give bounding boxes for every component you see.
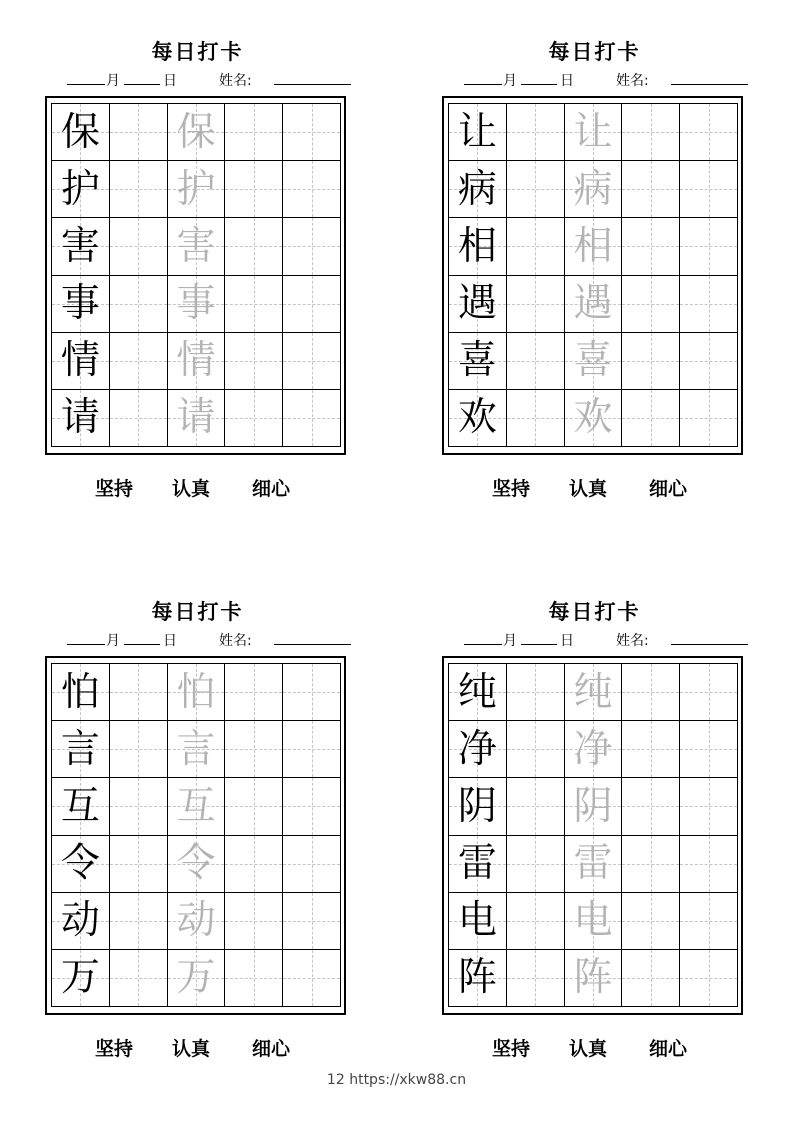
grid-cell[interactable] (283, 950, 341, 1007)
day-blank[interactable] (521, 644, 557, 645)
grid-cell[interactable] (52, 218, 110, 275)
model-character: 遇 (457, 281, 497, 327)
trace-character: 纯 (573, 669, 613, 715)
grid-cell[interactable] (680, 950, 738, 1007)
grid-cell[interactable] (168, 778, 226, 835)
grid-cell[interactable] (680, 893, 738, 950)
motto-careful: 认真 (569, 478, 608, 500)
motto-attentive: 细心 (252, 478, 291, 500)
writing-grid (51, 663, 341, 1007)
model-character: 电 (457, 898, 497, 944)
grid-cell[interactable] (680, 333, 738, 390)
month-blank[interactable] (67, 84, 105, 85)
date-name-line (442, 70, 772, 90)
model-character: 喜 (457, 338, 497, 384)
grid-cell[interactable] (52, 664, 110, 721)
grid-cell[interactable] (449, 893, 507, 950)
grid-cell[interactable] (622, 836, 680, 893)
model-character: 万 (60, 955, 100, 1001)
writing-grid-frame (45, 656, 346, 1015)
grid-cell[interactable] (52, 333, 110, 390)
grid-cell[interactable] (565, 333, 623, 390)
grid-cell[interactable] (110, 778, 168, 835)
motto (95, 474, 315, 500)
grid-cell[interactable] (225, 721, 283, 778)
model-character: 阵 (457, 955, 497, 1001)
model-character: 怕 (60, 669, 100, 715)
grid-cell[interactable] (622, 721, 680, 778)
month-blank[interactable] (464, 644, 502, 645)
model-character: 相 (457, 223, 497, 269)
grid-cell[interactable] (52, 390, 110, 447)
grid-cell[interactable] (168, 664, 226, 721)
day-label: 日 (560, 633, 574, 649)
writing-grid-frame (45, 96, 346, 455)
trace-character: 保 (176, 109, 216, 155)
grid-cell[interactable] (225, 664, 283, 721)
name-label: 姓名: (219, 633, 252, 649)
grid-cell[interactable] (680, 104, 738, 161)
grid-cell[interactable] (565, 276, 623, 333)
grid-cell[interactable] (52, 104, 110, 161)
motto-careful: 认真 (172, 478, 211, 500)
grid-cell[interactable] (565, 836, 623, 893)
model-character: 阴 (457, 783, 497, 829)
grid-cell[interactable] (449, 390, 507, 447)
day-blank[interactable] (124, 644, 160, 645)
motto (492, 474, 712, 500)
grid-cell[interactable] (110, 333, 168, 390)
grid-cell[interactable] (168, 218, 226, 275)
grid-cell[interactable] (283, 104, 341, 161)
name-blank[interactable] (671, 644, 748, 645)
motto-persist: 坚持 (95, 478, 134, 500)
grid-cell[interactable] (449, 218, 507, 275)
grid-cell[interactable] (449, 950, 507, 1007)
grid-cell[interactable] (283, 276, 341, 333)
model-character: 事 (60, 281, 100, 327)
grid-cell[interactable] (565, 161, 623, 218)
motto-careful: 认真 (172, 1038, 211, 1060)
grid-cell[interactable] (52, 836, 110, 893)
card-title: 每日打卡 (151, 599, 244, 624)
name-blank[interactable] (274, 644, 351, 645)
grid-cell[interactable] (52, 778, 110, 835)
grid-cell[interactable] (110, 276, 168, 333)
model-character: 雷 (457, 841, 497, 887)
grid-cell[interactable] (225, 893, 283, 950)
date-name-line (45, 630, 375, 650)
card-title: 每日打卡 (151, 39, 244, 64)
grid-cell[interactable] (52, 721, 110, 778)
grid-cell[interactable] (449, 104, 507, 161)
name-label: 姓名: (616, 633, 649, 649)
grid-cell[interactable] (507, 218, 565, 275)
grid-cell[interactable] (507, 778, 565, 835)
month-label: 月 (106, 73, 120, 89)
grid-cell[interactable] (622, 893, 680, 950)
grid-cell[interactable] (449, 836, 507, 893)
model-character: 护 (60, 166, 100, 212)
grid-cell[interactable] (622, 778, 680, 835)
name-label: 姓名: (219, 73, 252, 89)
grid-cell[interactable] (507, 104, 565, 161)
grid-cell[interactable] (565, 778, 623, 835)
month-label: 月 (503, 633, 517, 649)
date-name-line (45, 70, 375, 90)
grid-cell[interactable] (507, 276, 565, 333)
trace-character: 万 (176, 955, 216, 1001)
trace-character: 言 (176, 726, 216, 772)
model-character: 请 (60, 395, 100, 441)
grid-cell[interactable] (565, 104, 623, 161)
grid-cell[interactable] (565, 721, 623, 778)
grid-cell[interactable] (565, 893, 623, 950)
grid-cell[interactable] (225, 390, 283, 447)
trace-character: 病 (573, 166, 613, 212)
trace-character: 电 (573, 898, 613, 944)
model-character: 让 (457, 109, 497, 155)
grid-cell[interactable] (622, 276, 680, 333)
grid-cell[interactable] (168, 161, 226, 218)
motto-persist: 坚持 (492, 1038, 531, 1060)
motto-attentive: 细心 (252, 1038, 291, 1060)
grid-cell[interactable] (52, 276, 110, 333)
grid-cell[interactable] (507, 950, 565, 1007)
grid-cell[interactable] (52, 161, 110, 218)
grid-cell[interactable] (52, 950, 110, 1007)
grid-cell[interactable] (565, 390, 623, 447)
grid-cell[interactable] (225, 161, 283, 218)
grid-cell[interactable] (225, 104, 283, 161)
page-number: 12 (326, 1072, 345, 1088)
trace-character: 护 (176, 166, 216, 212)
grid-cell[interactable] (680, 836, 738, 893)
grid-cell[interactable] (110, 218, 168, 275)
grid-cell[interactable] (168, 104, 226, 161)
grid-cell[interactable] (283, 161, 341, 218)
grid-cell[interactable] (110, 893, 168, 950)
trace-character: 阴 (573, 783, 613, 829)
grid-cell[interactable] (225, 778, 283, 835)
grid-cell[interactable] (283, 893, 341, 950)
grid-cell[interactable] (225, 218, 283, 275)
grid-cell[interactable] (622, 161, 680, 218)
model-character: 病 (457, 166, 497, 212)
grid-cell[interactable] (225, 276, 283, 333)
model-character: 纯 (457, 669, 497, 715)
model-character: 欢 (457, 395, 497, 441)
grid-cell[interactable] (168, 836, 226, 893)
day-label: 日 (163, 73, 177, 89)
name-blank[interactable] (274, 84, 351, 85)
card-title: 每日打卡 (548, 39, 641, 64)
writing-grid-frame (442, 96, 743, 455)
motto-attentive: 细心 (649, 478, 688, 500)
grid-cell[interactable] (622, 104, 680, 161)
day-label: 日 (163, 633, 177, 649)
grid-cell[interactable] (283, 778, 341, 835)
trace-character: 令 (176, 841, 216, 887)
grid-cell[interactable] (565, 218, 623, 275)
grid-cell[interactable] (507, 161, 565, 218)
page-footer (0, 1072, 793, 1088)
grid-cell[interactable] (622, 390, 680, 447)
grid-cell[interactable] (168, 390, 226, 447)
trace-character: 互 (176, 783, 216, 829)
writing-grid-frame (442, 656, 743, 1015)
model-character: 言 (60, 726, 100, 772)
trace-character: 事 (176, 281, 216, 327)
grid-cell[interactable] (449, 276, 507, 333)
grid-cell[interactable] (168, 950, 226, 1007)
grid-cell[interactable] (110, 664, 168, 721)
grid-cell[interactable] (565, 664, 623, 721)
grid-cell[interactable] (680, 161, 738, 218)
card-title: 每日打卡 (548, 599, 641, 624)
trace-character: 怕 (176, 669, 216, 715)
grid-cell[interactable] (168, 893, 226, 950)
grid-cell[interactable] (680, 664, 738, 721)
grid-cell[interactable] (507, 664, 565, 721)
grid-cell[interactable] (449, 778, 507, 835)
grid-cell[interactable] (622, 333, 680, 390)
trace-character: 阵 (573, 955, 613, 1001)
trace-character: 害 (176, 223, 216, 269)
writing-grid (51, 103, 341, 447)
grid-cell[interactable] (680, 390, 738, 447)
writing-grid (448, 663, 738, 1007)
name-label: 姓名: (616, 73, 649, 89)
footer-url[interactable]: https://xkw88.cn (349, 1072, 467, 1088)
grid-cell[interactable] (622, 664, 680, 721)
grid-cell[interactable] (110, 950, 168, 1007)
grid-cell[interactable] (110, 721, 168, 778)
model-character: 保 (60, 109, 100, 155)
grid-cell[interactable] (283, 218, 341, 275)
grid-cell[interactable] (449, 161, 507, 218)
trace-character: 动 (176, 898, 216, 944)
trace-character: 欢 (573, 395, 613, 441)
trace-character: 遇 (573, 281, 613, 327)
motto-careful: 认真 (569, 1038, 608, 1060)
model-character: 互 (60, 783, 100, 829)
grid-cell[interactable] (507, 721, 565, 778)
grid-cell[interactable] (283, 836, 341, 893)
grid-cell[interactable] (283, 333, 341, 390)
trace-character: 让 (573, 109, 613, 155)
model-character: 害 (60, 223, 100, 269)
date-name-line (442, 630, 772, 650)
grid-cell[interactable] (110, 161, 168, 218)
name-blank[interactable] (671, 84, 748, 85)
trace-character: 请 (176, 395, 216, 441)
month-blank[interactable] (464, 84, 502, 85)
grid-cell[interactable] (283, 390, 341, 447)
grid-cell[interactable] (110, 104, 168, 161)
writing-grid (448, 103, 738, 447)
grid-cell[interactable] (225, 836, 283, 893)
day-label: 日 (560, 73, 574, 89)
trace-character: 情 (176, 338, 216, 384)
trace-character: 喜 (573, 338, 613, 384)
grid-cell[interactable] (507, 893, 565, 950)
model-character: 净 (457, 726, 497, 772)
grid-cell[interactable] (168, 276, 226, 333)
motto (492, 1034, 712, 1060)
grid-cell[interactable] (449, 721, 507, 778)
grid-cell[interactable] (507, 390, 565, 447)
grid-cell[interactable] (110, 836, 168, 893)
grid-cell[interactable] (680, 721, 738, 778)
model-character: 动 (60, 898, 100, 944)
day-blank[interactable] (124, 84, 160, 85)
grid-cell[interactable] (680, 778, 738, 835)
motto (95, 1034, 315, 1060)
month-blank[interactable] (67, 644, 105, 645)
grid-cell[interactable] (168, 333, 226, 390)
grid-cell[interactable] (622, 950, 680, 1007)
day-blank[interactable] (521, 84, 557, 85)
grid-cell[interactable] (449, 333, 507, 390)
motto-persist: 坚持 (492, 478, 531, 500)
month-label: 月 (106, 633, 120, 649)
grid-cell[interactable] (52, 893, 110, 950)
grid-cell[interactable] (225, 950, 283, 1007)
grid-cell[interactable] (680, 276, 738, 333)
grid-cell[interactable] (507, 333, 565, 390)
grid-cell[interactable] (565, 950, 623, 1007)
motto-attentive: 细心 (649, 1038, 688, 1060)
grid-cell[interactable] (283, 721, 341, 778)
grid-cell[interactable] (680, 218, 738, 275)
grid-cell[interactable] (225, 333, 283, 390)
grid-cell[interactable] (507, 836, 565, 893)
month-label: 月 (503, 73, 517, 89)
grid-cell[interactable] (622, 218, 680, 275)
trace-character: 相 (573, 223, 613, 269)
grid-cell[interactable] (449, 664, 507, 721)
grid-cell[interactable] (168, 721, 226, 778)
model-character: 令 (60, 841, 100, 887)
grid-cell[interactable] (283, 664, 341, 721)
trace-character: 雷 (573, 841, 613, 887)
motto-persist: 坚持 (95, 1038, 134, 1060)
model-character: 情 (60, 338, 100, 384)
trace-character: 净 (573, 726, 613, 772)
grid-cell[interactable] (110, 390, 168, 447)
